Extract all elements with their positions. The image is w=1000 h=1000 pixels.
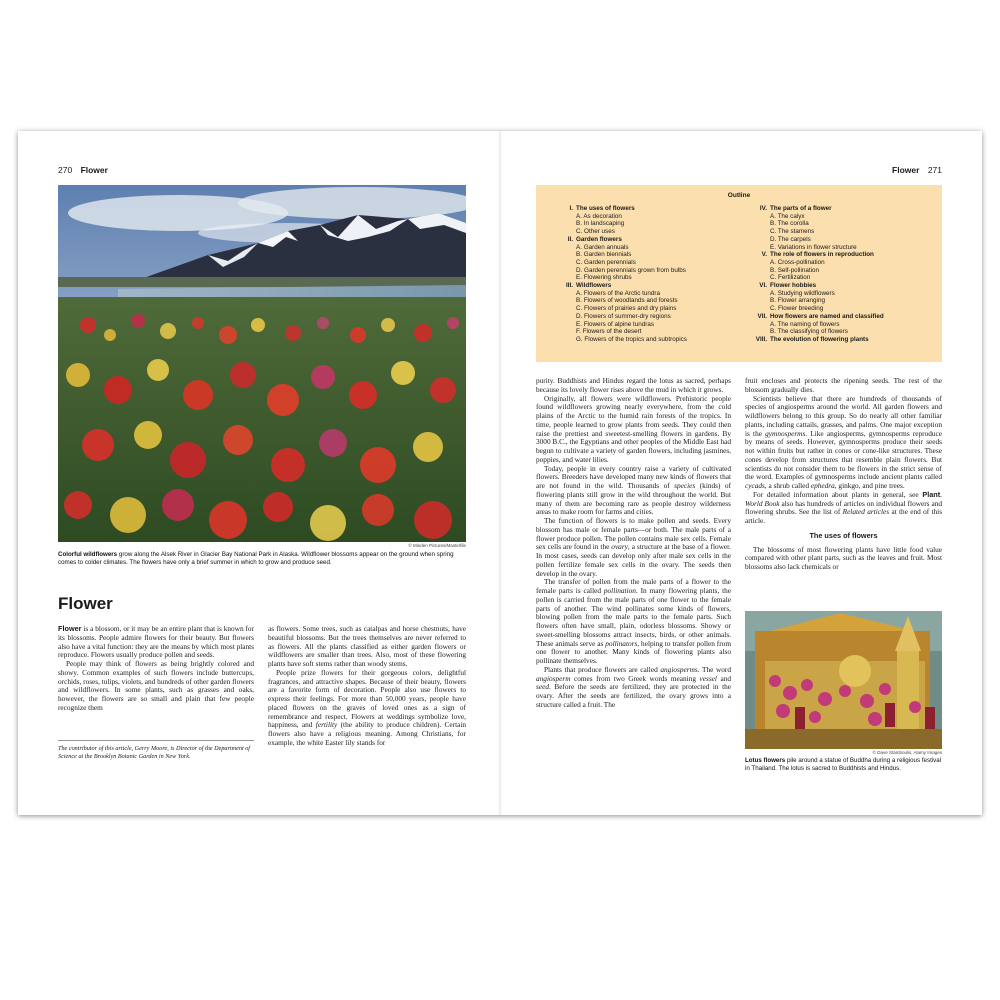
col4-p3-italic: World Book [745,498,780,508]
outline-section [748,205,884,213]
outline-item: A. The calyx [770,212,805,220]
col1-paragraph-1 [58,625,254,660]
outline-item: A. Flowers of the Arctic tundra [576,289,660,297]
outline-section-numeral: III. [566,282,573,290]
col3-paragraph-6 [536,666,731,710]
col3-paragraph-1: purity. Buddhists and Hindus regard the lotus as sacred, perhaps because its lovely flower rises above the mud in which it grows. [536,376,731,394]
outline-section [554,236,687,244]
outline-item: G. Flowers of the tropics and subtropics [576,335,687,343]
book-spread [18,131,982,815]
outline-section [748,282,884,290]
outline-heading: Outline [727,192,751,199]
outline-section-numeral: II. [567,235,573,243]
lotus-festival-photo [745,611,942,749]
left-page-number: 270 [58,165,73,175]
col3-paragraph-2: Originally, all flowers were wildflowers. Prehistoric people found wildflowers growing nearly everywhere, from the cold plains of the Arctic to the humid rain forests of the tropics. In time, people learned to grow plants from seeds. They could then raise the prettiest and sweetest-smelling flowers in gardens. By 3000 B.C., the Egyptians and other peoples of the Middle East had begun to cultivate a variety of garden flowers, including jasmines, poppies, and water lilies. [536,393,731,464]
lotus-caption-text: pile around a statue of Buddha during a religious festival in Thailand. The lotus is sacred to Buddhists and Hindus. [745,757,942,773]
outline-box [536,185,942,362]
col3-p3-b: (kinds) of flowering plants still grow in the wild throughout the world. But many of them are becoming rare as people destroy wilderness areas to make room for farms and cities. [536,481,731,517]
col3-p6-e: . Before the seeds are fertilized, they are protected in the ovary. After the seeds are fertilized, the ovary grows into a structure called a fruit. The [536,682,731,709]
col4-paragraph-4: The blossoms of most flowering plants have little food value compared with other plant parts, such as the leaves and fruit. Most blossoms also lack chemicals or [745,544,942,571]
col4-p3-a: For detailed information about plants in general, see [753,489,919,499]
outline-item: B. Self-pollination [770,266,820,274]
outline-left-column [554,205,687,344]
outline-section-title: The uses of flowers [576,205,635,212]
wildflowers-caption-bold: Colorful wildflowers [58,551,118,558]
col3-p4-a: The function of flowers is to make pollen and seeds. Every blossom has male or female parts—or both. The male parts of a flower produce pollen. The pollen contains male sex cells. Female sex cells are found in the [536,516,731,552]
col3-paragraph-5 [536,578,731,666]
col4-paragraph-3 [745,491,942,526]
outline-item: C. Flower breeding [770,305,824,313]
left-column-1 [58,625,254,713]
outline-item: B. The corolla [770,220,809,228]
lotus-caption-bold: Lotus flowers [745,757,786,764]
outline-section-numeral: VIII. [755,335,767,343]
outline-section-numeral: IV. [759,205,767,212]
outline-section-numeral: VII. [757,312,767,320]
outline-item: A. Garden annuals [576,243,629,251]
outline-section-title: The parts of a flower [770,205,832,212]
outline-item: C. Flowers of prairies and dry plains [576,305,677,313]
col3-p3-italic: species [674,481,696,490]
outline-item: A. The naming of flowers [770,320,840,328]
outline-section-title: Flower hobbies [770,282,817,290]
outline-section-numeral: I. [569,205,573,212]
left-running-head [58,165,108,175]
outline-item: B. Garden biennials [576,251,632,259]
right-running-title: Flower [892,165,920,175]
outline-item: E. Variations in flower structure [770,243,857,251]
col2-paragraph-1: as flowers. Some trees, such as catalpas and horse chestnuts, have beautiful blossoms. But the trees themselves are never referred to as flowers. All the plants classified as either garden flowers or wildflowers are smaller than trees. Also, most of these flowering plants have soft stems rather than woody stems. [268,624,466,668]
book-gutter [498,131,502,815]
col3-p6-italic-4: seed [536,682,549,692]
outline-section [748,336,884,344]
col3-p5-italic-2: pollinators [605,638,638,648]
col3-p3-a: Today, people in every country raise a variety of cultivated flowers. Breeders have developed many new kinds of flowers that are not found in the wild. Thousands of [536,463,731,490]
outline-item: C. Other uses [576,228,615,236]
outline-item: A. As decoration [576,212,622,220]
wildflowers-caption-text: grow along the Alsek River in Glacier Bay National Park in Alaska. Wildflower blossoms appear on the ground when spring comes to colder climates. The flowers have only a brief summer in which to grow and produce seed. [58,551,454,567]
col3-p4-italic: ovary [611,542,628,552]
outline-item: A. Studying wildflowers [770,289,835,297]
outline-item: E. Flowers of alpine tundras [576,320,655,328]
col3-p6-italic-2: angiosperm [536,673,571,683]
col4-p2-d: , ginkgo, and pine trees. [834,481,905,490]
outline-item: C. Fertilization [770,274,811,282]
outline-item: A. Cross-pollination [770,258,825,266]
outline-section-numeral: VI. [759,282,767,290]
outline-right-column [748,205,884,344]
col4-p3-c: . [940,489,942,499]
col4-p2-italic: gymnosperms [765,428,806,438]
col3-paragraph-3 [536,465,731,518]
col3-p5-c: , helping to transfer pollen from one flower to another. Many kinds of flowering plants also pollinate themselves. [536,638,731,665]
col1-p1-text: is a blossom, or it may be an entire plant that is known for its blossoms. People admire flowers for their beauty. But flowers also have a vital function: they are the means by which most plants reproduce. Flowers usually produce pollen and seeds. [58,624,254,660]
col3-p5-italic: pollination [603,586,636,595]
outline-section-numeral: V. [761,251,767,259]
col2-p2-a: People prize flowers for their gorgeous colors, delightful fragrances, and attractive shapes. Because of their beauty, flowers are a favorite form of decoration. People also use flowers to express their feelings. For more than 50,000 years, people have placed flowers on the graves of loved ones as a sign of remembrance and respect. Flowers at weddings symbolize love, happiness, and [268,667,466,730]
outline-item: B. The classifying of flowers [770,328,848,336]
wildflowers-photo [58,185,466,542]
col3-p5-b: . In many flowering plants, the pollen is carried from the male parts of one flower to the female parts of another. The wind pollinates some kinds of flowers, blowing pollen from the male parts to the female parts. Such flowers often have small, plain, odorless blossoms. Showy or sweet-smelling blossoms attract insects, birds, or other animals. These animals serve as [536,586,731,648]
outline-section-title: How flowers are named and classified [770,312,884,320]
outline-item: D. The carpels [770,235,811,243]
right-running-head [892,165,942,175]
outline-section-title: Garden flowers [576,235,622,243]
outline-item: C. The stamens [770,228,815,236]
col2-p2-b: (the ability to produce children). Certain flowers also have a religious meaning. Among Christians, for example, the white Easter lily stands for [268,720,467,747]
outline-section-title: The role of flowers in reproduction [770,251,874,259]
col3-p6-d: and [720,673,731,683]
article-lead-word: Flower [58,624,82,633]
col4-p3-d: also has hundreds of articles on individual flowers and flowering shrubs. See the list of [745,498,943,517]
col3-p6-b: . The word [697,664,731,674]
outline-item: E. Flowering shrubs [576,274,632,282]
outline-item: D. Garden perennials grown from bulbs [576,266,686,274]
col3-p4-b: , a structure at the base of a flower. In most cases, seeds can develop only after male sex cells in the pollen fertilize female sex cells in the ovary. The seeds then develop in the ovary. [536,542,731,578]
article-title: Flower [58,594,113,613]
outline-item: B. In landscaping [576,220,625,228]
col3-p6-a: Plants that produce flowers are called [544,664,658,674]
col3-p6-italic-3: vessel [699,673,717,683]
col4-p3-crossref[interactable]: Plant [922,489,941,499]
col4-p2-a: Scientists believe that there are hundreds of thousands of species of angiosperms around the world. All garden flowers and wildflowers belong to this group. So do nearly all other familiar plants, including cattails, grasses, and palms. One major exception is the [745,393,942,438]
col4-p3-e: at the end of this article. [745,507,943,525]
contributor-note: The contributor of this article, Gerry Moore, is Director of the Department of Science at the Brooklyn Botanic Garden in New York. [58,740,254,760]
wildflowers-photo-caption [58,551,466,567]
right-column-1 [536,377,731,710]
outline-item: F. Flowers of the desert [576,328,642,336]
col4-p2-b: . Like angiosperms, gymnosperms reproduce by means of seeds. However, gymnosperms produce their seeds not within fruits but rather in cones or cone-like structures. These cones develop from structures that resemble plain flowers. But scientists do not consider them to be flowers in the strict sense of the word. Examples of gymnosperms include ancient plants called [745,428,943,482]
left-running-title: Flower [80,165,108,175]
outline-item: B. Flowers of woodlands and forests [576,297,678,305]
outline-section-title: The evolution of flowering plants [770,335,869,343]
outline-section-title: Wildflowers [576,282,612,290]
right-page-number: 271 [927,165,942,175]
wildflowers-photo-credit: © Minden Pictures/Masterfile [408,543,466,548]
col4-paragraph-2 [745,395,942,491]
outline-item: B. Flower arranging [770,297,825,305]
col2-paragraph-2 [268,669,466,748]
lotus-photo-credit: © Dave Stamboulis, Alamy Images [872,750,942,755]
right-column-2 [745,377,942,572]
col4-p3-italic-2: Related articles [842,507,890,517]
col4-p2-c: , a shrub called [764,481,810,490]
col4-p2-italic-3: ephedra [810,481,835,490]
col4-paragraph-1: fruit encloses and protects the ripening seeds. The rest of the blossom gradually dies. [745,376,942,394]
outline-section [748,313,884,321]
section-subheading: The uses of flowers [809,530,878,540]
outline-item: C. Garden perennials [576,258,636,266]
outline-section [554,205,687,213]
outline-item: D. Flowers of summer-dry regions [576,312,671,320]
outline-section [554,282,687,290]
col3-p6-italic: angiosperms [660,664,698,674]
col2-p2-italic: fertility [315,720,338,730]
outline-section [748,251,884,259]
lotus-photo-caption [745,757,942,773]
col3-p6-c: comes from two Greek words meaning [573,673,697,683]
left-column-2 [268,625,466,748]
col1-paragraph-2: People may think of flowers as being brightly colored and showy. Common examples of such flowers include buttercups, orchids, roses, tulips, violets, and hundreds of other garden flowers and wildflowers. In some plants, such as grasses and oaks, however, the flowers are so small and plain that few people recognize them [58,659,254,712]
col3-paragraph-4 [536,517,731,578]
col4-p2-italic-2: cycads [745,481,765,490]
col3-p5-a: The transfer of pollen from the male parts of a flower to the female parts is called [536,577,731,595]
